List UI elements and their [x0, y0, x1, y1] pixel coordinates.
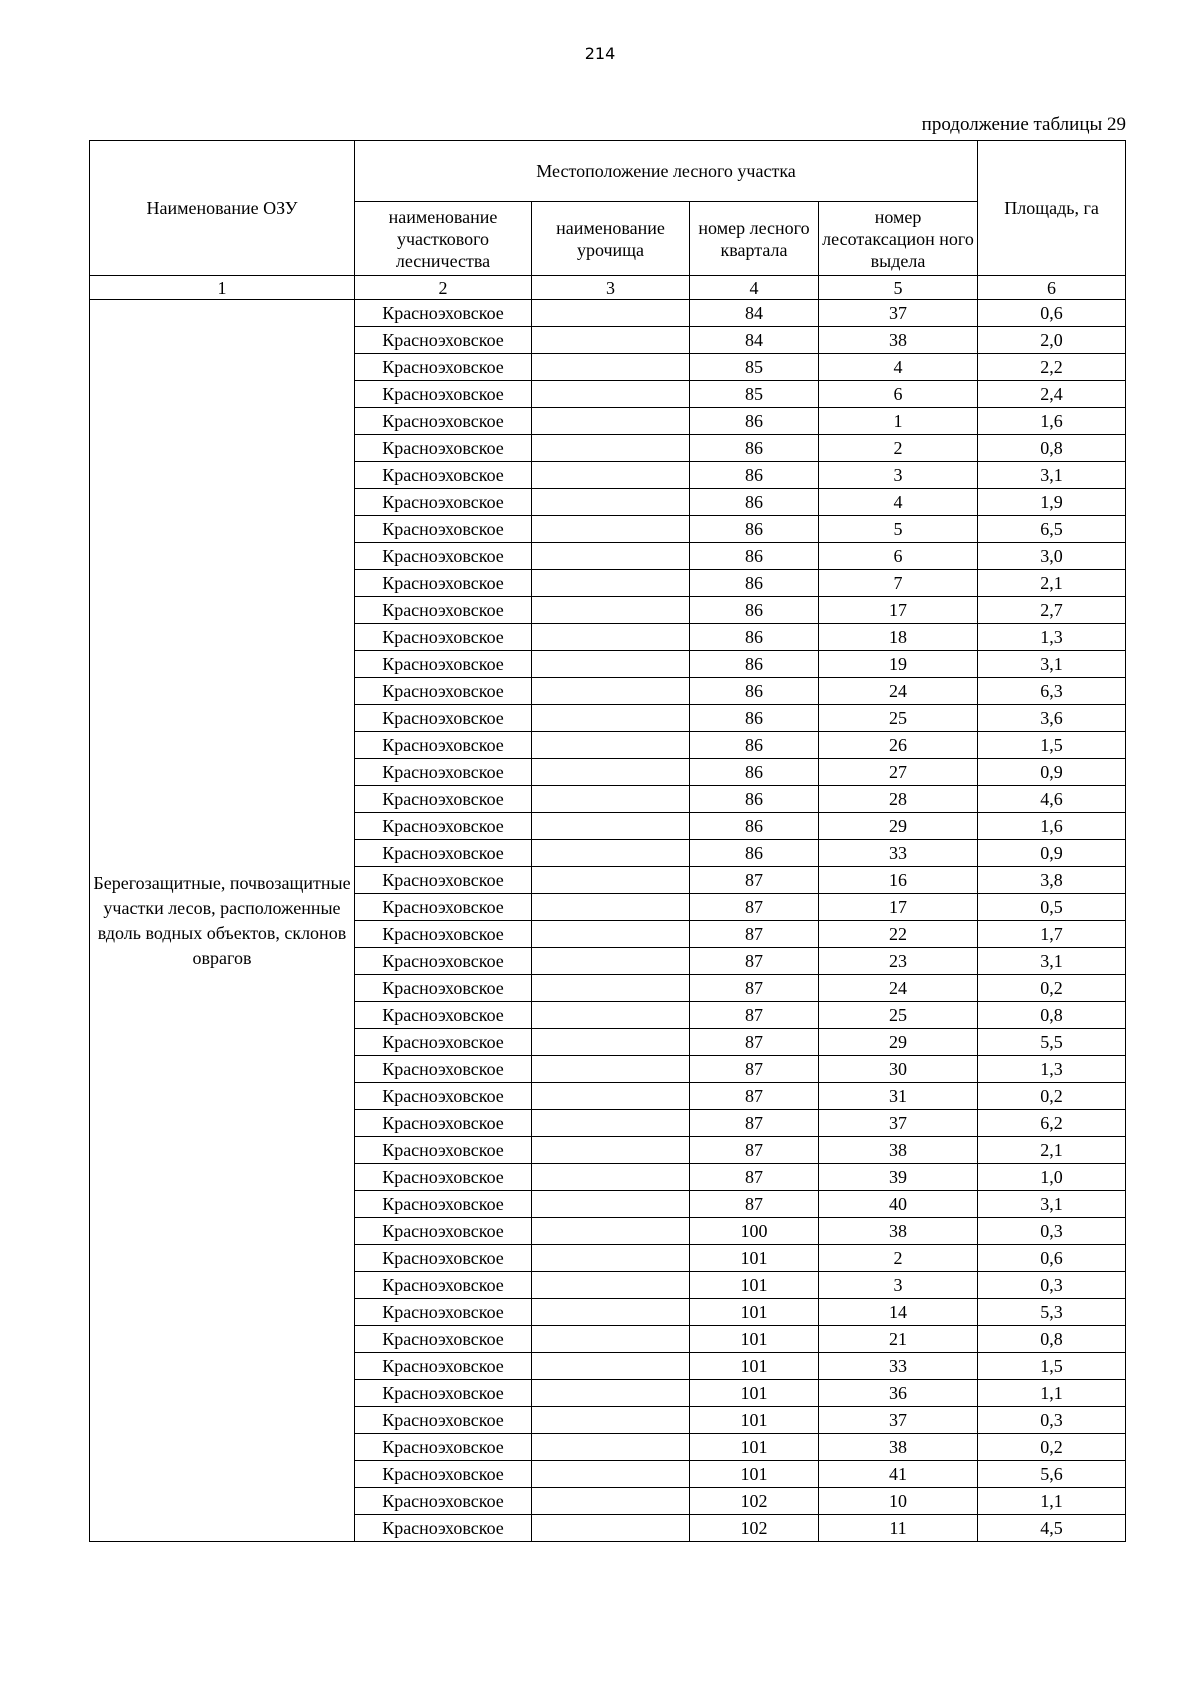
quarter-cell: 86 [690, 408, 819, 435]
forestry-cell: Красноэховское [355, 381, 532, 408]
header-allotment: номер лесотаксацион ного выдела [819, 202, 978, 276]
forestry-cell: Красноэховское [355, 921, 532, 948]
tract-cell [532, 1272, 690, 1299]
area-cell: 3,1 [978, 462, 1126, 489]
forestry-cell: Красноэховское [355, 678, 532, 705]
area-cell: 5,5 [978, 1029, 1126, 1056]
forestry-cell: Красноэховское [355, 1164, 532, 1191]
area-cell: 1,6 [978, 813, 1126, 840]
area-cell: 4,6 [978, 786, 1126, 813]
tract-cell [532, 1353, 690, 1380]
column-number: 5 [819, 276, 978, 300]
quarter-cell: 87 [690, 1029, 819, 1056]
tract-cell [532, 1056, 690, 1083]
allotment-cell: 2 [819, 1245, 978, 1272]
forestry-cell: Красноэховское [355, 1461, 532, 1488]
forestry-cell: Красноэховское [355, 651, 532, 678]
allotment-cell: 25 [819, 705, 978, 732]
quarter-cell: 101 [690, 1461, 819, 1488]
area-cell: 3,0 [978, 543, 1126, 570]
column-number: 3 [532, 276, 690, 300]
allotment-cell: 38 [819, 327, 978, 354]
tract-cell [532, 1407, 690, 1434]
area-cell: 2,1 [978, 570, 1126, 597]
tract-cell [532, 1326, 690, 1353]
tract-cell [532, 489, 690, 516]
area-cell: 1,1 [978, 1488, 1126, 1515]
allotment-cell: 7 [819, 570, 978, 597]
area-cell: 6,2 [978, 1110, 1126, 1137]
tract-cell [532, 462, 690, 489]
area-cell: 3,1 [978, 651, 1126, 678]
allotment-cell: 30 [819, 1056, 978, 1083]
allotment-cell: 17 [819, 894, 978, 921]
allotment-cell: 1 [819, 408, 978, 435]
area-cell: 1,6 [978, 408, 1126, 435]
area-cell: 0,8 [978, 435, 1126, 462]
quarter-cell: 87 [690, 1056, 819, 1083]
tract-cell [532, 1488, 690, 1515]
allotment-cell: 38 [819, 1434, 978, 1461]
forestry-cell: Красноэховское [355, 543, 532, 570]
allotment-cell: 18 [819, 624, 978, 651]
forestry-cell: Красноэховское [355, 1191, 532, 1218]
forestry-cell: Красноэховское [355, 1326, 532, 1353]
quarter-cell: 86 [690, 489, 819, 516]
area-cell: 0,6 [978, 1245, 1126, 1272]
quarter-cell: 86 [690, 732, 819, 759]
allotment-cell: 21 [819, 1326, 978, 1353]
allotment-cell: 6 [819, 381, 978, 408]
area-cell: 5,3 [978, 1299, 1126, 1326]
quarter-cell: 86 [690, 435, 819, 462]
forestry-cell: Красноэховское [355, 300, 532, 327]
allotment-cell: 33 [819, 1353, 978, 1380]
area-cell: 3,6 [978, 705, 1126, 732]
forestry-cell: Красноэховское [355, 408, 532, 435]
forestry-cell: Красноэховское [355, 624, 532, 651]
tract-cell [532, 354, 690, 381]
forestry-cell: Красноэховское [355, 462, 532, 489]
quarter-cell: 101 [690, 1272, 819, 1299]
quarter-cell: 101 [690, 1326, 819, 1353]
area-cell: 1,0 [978, 1164, 1126, 1191]
quarter-cell: 87 [690, 948, 819, 975]
area-cell: 0,2 [978, 975, 1126, 1002]
forest-plots-table [89, 140, 1126, 1542]
area-cell: 4,5 [978, 1515, 1126, 1542]
allotment-cell: 29 [819, 813, 978, 840]
header-location: Местоположение лесного участка [355, 141, 978, 202]
table-body [90, 141, 1126, 1542]
allotment-cell: 25 [819, 1002, 978, 1029]
column-number: 6 [978, 276, 1126, 300]
area-cell: 1,1 [978, 1380, 1126, 1407]
tract-cell [532, 1137, 690, 1164]
tract-cell [532, 1434, 690, 1461]
header-quarter: номер лесного квартала [690, 202, 819, 276]
allotment-cell: 29 [819, 1029, 978, 1056]
quarter-cell: 86 [690, 462, 819, 489]
tract-cell [532, 732, 690, 759]
tract-cell [532, 867, 690, 894]
forestry-cell: Красноэховское [355, 435, 532, 462]
forestry-cell: Красноэховское [355, 1353, 532, 1380]
quarter-cell: 101 [690, 1299, 819, 1326]
quarter-cell: 87 [690, 867, 819, 894]
area-cell: 3,1 [978, 1191, 1126, 1218]
tract-cell [532, 1164, 690, 1191]
area-cell: 0,3 [978, 1218, 1126, 1245]
allotment-cell: 19 [819, 651, 978, 678]
allotment-cell: 16 [819, 867, 978, 894]
allotment-cell: 6 [819, 543, 978, 570]
quarter-cell: 86 [690, 840, 819, 867]
allotment-cell: 3 [819, 462, 978, 489]
forestry-cell: Красноэховское [355, 354, 532, 381]
quarter-cell: 86 [690, 786, 819, 813]
header-area: Площадь, га [978, 141, 1126, 276]
allotment-cell: 14 [819, 1299, 978, 1326]
allotment-cell: 10 [819, 1488, 978, 1515]
tract-cell [532, 1380, 690, 1407]
quarter-cell: 87 [690, 1137, 819, 1164]
allotment-cell: 37 [819, 1110, 978, 1137]
allotment-cell: 27 [819, 759, 978, 786]
quarter-cell: 86 [690, 813, 819, 840]
forestry-cell: Красноэховское [355, 1434, 532, 1461]
tract-cell [532, 786, 690, 813]
tract-cell [532, 1029, 690, 1056]
area-cell: 0,3 [978, 1407, 1126, 1434]
quarter-cell: 86 [690, 651, 819, 678]
quarter-cell: 101 [690, 1407, 819, 1434]
tract-cell [532, 516, 690, 543]
column-number: 2 [355, 276, 532, 300]
forestry-cell: Красноэховское [355, 1245, 532, 1272]
forestry-cell: Красноэховское [355, 1137, 532, 1164]
quarter-cell: 84 [690, 327, 819, 354]
area-cell: 3,1 [978, 948, 1126, 975]
area-cell: 1,9 [978, 489, 1126, 516]
allotment-cell: 2 [819, 435, 978, 462]
quarter-cell: 86 [690, 678, 819, 705]
forestry-cell: Красноэховское [355, 1407, 532, 1434]
area-cell: 1,3 [978, 1056, 1126, 1083]
tract-cell [532, 1002, 690, 1029]
quarter-cell: 86 [690, 597, 819, 624]
tract-cell [532, 1191, 690, 1218]
column-number: 1 [90, 276, 355, 300]
column-number: 4 [690, 276, 819, 300]
allotment-cell: 41 [819, 1461, 978, 1488]
forestry-cell: Красноэховское [355, 1515, 532, 1542]
continuation-label: продолжение таблицы 29 [921, 114, 1126, 135]
quarter-cell: 85 [690, 381, 819, 408]
forestry-cell: Красноэховское [355, 570, 532, 597]
area-cell: 2,4 [978, 381, 1126, 408]
area-cell: 0,8 [978, 1326, 1126, 1353]
allotment-cell: 22 [819, 921, 978, 948]
allotment-cell: 36 [819, 1380, 978, 1407]
forestry-cell: Красноэховское [355, 840, 532, 867]
quarter-cell: 101 [690, 1434, 819, 1461]
area-cell: 2,7 [978, 597, 1126, 624]
forestry-cell: Красноэховское [355, 489, 532, 516]
forestry-cell: Красноэховское [355, 975, 532, 1002]
forestry-cell: Красноэховское [355, 1488, 532, 1515]
tract-cell [532, 759, 690, 786]
quarter-cell: 86 [690, 759, 819, 786]
forestry-cell: Красноэховское [355, 597, 532, 624]
tract-cell [532, 894, 690, 921]
tract-cell [532, 651, 690, 678]
forestry-cell: Красноэховское [355, 1380, 532, 1407]
forestry-cell: Красноэховское [355, 948, 532, 975]
area-cell: 1,5 [978, 732, 1126, 759]
quarter-cell: 87 [690, 1083, 819, 1110]
tract-cell [532, 921, 690, 948]
quarter-cell: 87 [690, 1002, 819, 1029]
forestry-cell: Красноэховское [355, 1083, 532, 1110]
area-cell: 3,8 [978, 867, 1126, 894]
quarter-cell: 87 [690, 1164, 819, 1191]
quarter-cell: 87 [690, 1110, 819, 1137]
area-cell: 2,1 [978, 1137, 1126, 1164]
forestry-cell: Красноэховское [355, 1218, 532, 1245]
allotment-cell: 31 [819, 1083, 978, 1110]
allotment-cell: 24 [819, 975, 978, 1002]
quarter-cell: 101 [690, 1353, 819, 1380]
quarter-cell: 86 [690, 543, 819, 570]
quarter-cell: 100 [690, 1218, 819, 1245]
quarter-cell: 101 [690, 1245, 819, 1272]
ozu-name-cell: Берегозащитные, почвозащитные участки лесов, расположенные вдоль водных объектов, склонов оврагов [90, 300, 355, 1542]
forestry-cell: Красноэховское [355, 1272, 532, 1299]
header-tract: наименование урочища [532, 202, 690, 276]
quarter-cell: 86 [690, 516, 819, 543]
allotment-cell: 3 [819, 1272, 978, 1299]
forestry-cell: Красноэховское [355, 732, 532, 759]
header-row [90, 141, 1126, 202]
tract-cell [532, 1083, 690, 1110]
quarter-cell: 86 [690, 624, 819, 651]
allotment-cell: 37 [819, 1407, 978, 1434]
tract-cell [532, 705, 690, 732]
table-row [90, 300, 1126, 327]
forestry-cell: Красноэховское [355, 1299, 532, 1326]
area-cell: 0,9 [978, 840, 1126, 867]
area-cell: 0,2 [978, 1083, 1126, 1110]
forestry-cell: Красноэховское [355, 516, 532, 543]
forestry-cell: Красноэховское [355, 786, 532, 813]
column-number-row [90, 276, 1126, 300]
allotment-cell: 37 [819, 300, 978, 327]
allotment-cell: 24 [819, 678, 978, 705]
area-cell: 6,5 [978, 516, 1126, 543]
allotment-cell: 5 [819, 516, 978, 543]
forestry-cell: Красноэховское [355, 867, 532, 894]
area-cell: 0,3 [978, 1272, 1126, 1299]
tract-cell [532, 1299, 690, 1326]
tract-cell [532, 381, 690, 408]
forestry-cell: Красноэховское [355, 1110, 532, 1137]
area-cell: 2,0 [978, 327, 1126, 354]
tract-cell [532, 570, 690, 597]
allotment-cell: 11 [819, 1515, 978, 1542]
quarter-cell: 86 [690, 705, 819, 732]
allotment-cell: 28 [819, 786, 978, 813]
tract-cell [532, 1110, 690, 1137]
tract-cell [532, 840, 690, 867]
quarter-cell: 87 [690, 921, 819, 948]
area-cell: 0,2 [978, 1434, 1126, 1461]
forestry-cell: Красноэховское [355, 1056, 532, 1083]
tract-cell [532, 678, 690, 705]
allotment-cell: 39 [819, 1164, 978, 1191]
tract-cell [532, 597, 690, 624]
quarter-cell: 102 [690, 1515, 819, 1542]
area-cell: 0,6 [978, 300, 1126, 327]
area-cell: 1,5 [978, 1353, 1126, 1380]
area-cell: 1,3 [978, 624, 1126, 651]
area-cell: 2,2 [978, 354, 1126, 381]
quarter-cell: 102 [690, 1488, 819, 1515]
tract-cell [532, 1515, 690, 1542]
quarter-cell: 84 [690, 300, 819, 327]
allotment-cell: 40 [819, 1191, 978, 1218]
header-ozu-name: Наименование ОЗУ [90, 141, 355, 276]
tract-cell [532, 408, 690, 435]
area-cell: 1,7 [978, 921, 1126, 948]
allotment-cell: 4 [819, 489, 978, 516]
page-number: 214 [584, 44, 616, 63]
tract-cell [532, 327, 690, 354]
quarter-cell: 87 [690, 894, 819, 921]
tract-cell [532, 1461, 690, 1488]
quarter-cell: 85 [690, 354, 819, 381]
allotment-cell: 17 [819, 597, 978, 624]
allotment-cell: 38 [819, 1137, 978, 1164]
tract-cell [532, 624, 690, 651]
forestry-cell: Красноэховское [355, 1029, 532, 1056]
allotment-cell: 23 [819, 948, 978, 975]
tract-cell [532, 813, 690, 840]
allotment-cell: 26 [819, 732, 978, 759]
forestry-cell: Красноэховское [355, 1002, 532, 1029]
tract-cell [532, 1245, 690, 1272]
forestry-cell: Красноэховское [355, 327, 532, 354]
area-cell: 0,9 [978, 759, 1126, 786]
allotment-cell: 4 [819, 354, 978, 381]
forestry-cell: Красноэховское [355, 705, 532, 732]
tract-cell [532, 300, 690, 327]
quarter-cell: 101 [690, 1380, 819, 1407]
forestry-cell: Красноэховское [355, 813, 532, 840]
tract-cell [532, 435, 690, 462]
area-cell: 5,6 [978, 1461, 1126, 1488]
quarter-cell: 87 [690, 975, 819, 1002]
area-cell: 6,3 [978, 678, 1126, 705]
allotment-cell: 33 [819, 840, 978, 867]
header-forestry: наименование участкового лесничества [355, 202, 532, 276]
tract-cell [532, 948, 690, 975]
allotment-cell: 38 [819, 1218, 978, 1245]
tract-cell [532, 1218, 690, 1245]
quarter-cell: 86 [690, 570, 819, 597]
forestry-cell: Красноэховское [355, 894, 532, 921]
tract-cell [532, 975, 690, 1002]
tract-cell [532, 543, 690, 570]
area-cell: 0,8 [978, 1002, 1126, 1029]
area-cell: 0,5 [978, 894, 1126, 921]
forestry-cell: Красноэховское [355, 759, 532, 786]
quarter-cell: 87 [690, 1191, 819, 1218]
